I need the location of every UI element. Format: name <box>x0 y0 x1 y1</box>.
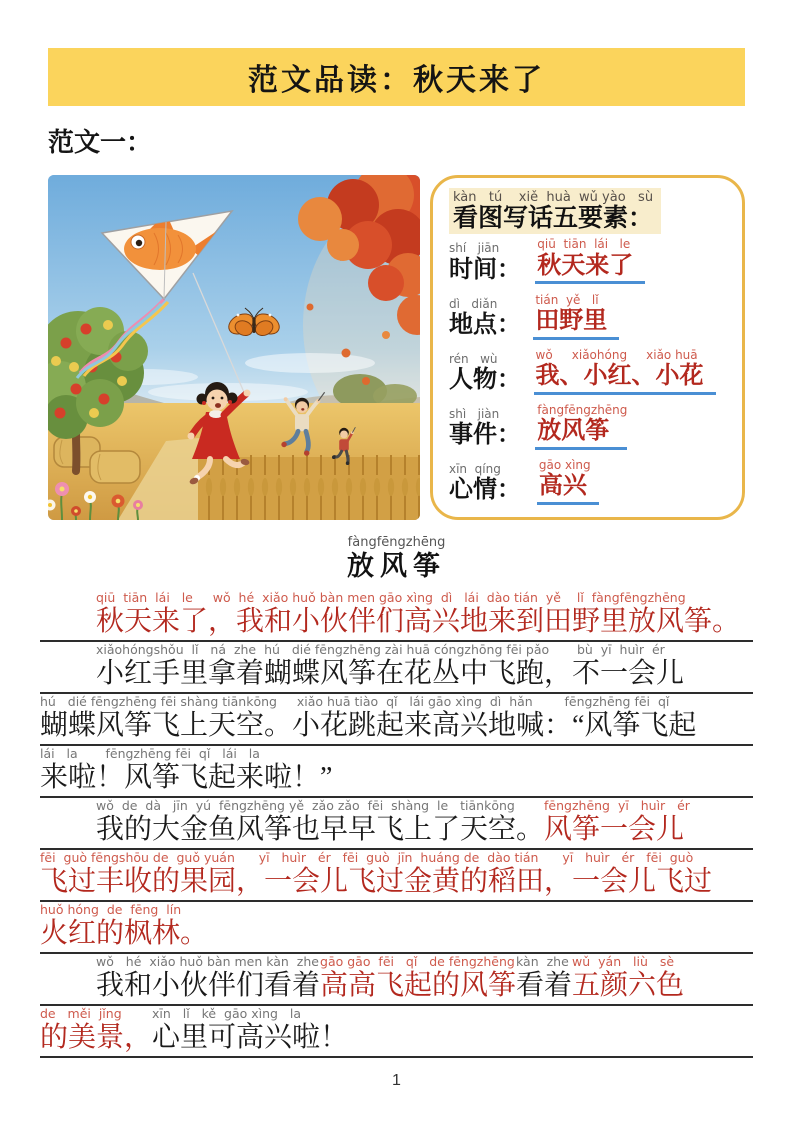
five-elements-box <box>430 175 745 520</box>
essay-title: 放风筝 <box>347 551 446 582</box>
segment-text: 秋天来了，我和小伙伴们高兴地来到田野里放风筝。 <box>96 606 741 638</box>
info-answer-text: 放风筝 <box>535 417 627 450</box>
info-label <box>449 298 521 340</box>
segment-text: 五颜六色 <box>572 970 685 1002</box>
essay-line-4 <box>40 746 753 798</box>
info-answer-pinyin: wǒ xiǎohóng xiǎo huā <box>535 347 698 362</box>
segment-pinyin: wǒ hé xiǎo huǒ bàn men kàn zhe <box>96 954 319 970</box>
info-answer <box>534 349 716 395</box>
info-label-text: 事件： <box>449 422 521 449</box>
segment-text: 火红的枫林。 <box>40 918 209 950</box>
info-label-pinyin: shí jiān <box>449 241 500 256</box>
autumn-kite-illustration <box>48 175 420 520</box>
segment-pinyin: xīn lǐ kě gāo xìng la <box>152 1006 302 1022</box>
segment-text: 我的大金鱼风筝也早早飞上了天空。 <box>96 814 545 846</box>
essay-segment <box>40 1007 152 1055</box>
info-row-1 <box>449 294 726 340</box>
info-answer <box>537 459 599 505</box>
info-label-text: 心情： <box>449 477 521 504</box>
five-elements-header <box>449 188 661 234</box>
essay-line-5 <box>40 798 753 850</box>
info-label <box>449 242 523 284</box>
segment-text: 风筝一会儿 <box>544 814 685 846</box>
segment-pinyin: qiū tiān lái le wǒ hé xiǎo huǒ bàn men gāo xìng dì lái dào tián yě lǐ fàngfēngzhēng <box>96 590 686 606</box>
essay-segment <box>96 591 740 639</box>
info-label-pinyin: shì jiàn <box>449 406 500 421</box>
essay-segment <box>572 955 684 1003</box>
essay-title-pinyin: fàngfēngzhēng <box>347 535 446 550</box>
essay-line-1 <box>40 590 753 642</box>
segment-pinyin: xiǎohóngshǒu lǐ ná zhe hú dié fēngzhēng zài huā cóngzhōng fēi pǎo bù yī huìr ér <box>96 642 665 658</box>
segment-text: 的美景， <box>40 1022 153 1054</box>
figure-row <box>48 175 745 520</box>
info-row-2 <box>449 349 726 395</box>
info-row-0 <box>449 238 726 284</box>
segment-pinyin: de měi jǐng <box>40 1006 122 1022</box>
segment-pinyin: gāo gāo fēi qǐ de fēngzhēng <box>320 954 515 970</box>
essay-segment <box>96 799 544 847</box>
segment-text: 来啦！风筝飞起来啦！” <box>40 762 333 794</box>
essay-line-8 <box>40 954 753 1006</box>
info-answer-pinyin: tián yě lǐ <box>535 292 599 307</box>
essay-segment <box>40 747 332 795</box>
info-answer-text: 秋天来了 <box>535 252 645 285</box>
info-answer <box>535 238 645 284</box>
essay-title-block <box>48 536 745 584</box>
segment-pinyin: wǒ de dà jīn yú fēngzhēng yě zǎo zǎo fēi shàng le tiānkōng <box>96 798 515 814</box>
info-answer-text: 我、小红、小花 <box>534 362 716 395</box>
segment-text: 小红手里拿着蝴蝶风筝在花丛中飞跑，不一会儿 <box>96 658 685 690</box>
segment-pinyin: huǒ hóng de fēng lín <box>40 902 182 918</box>
info-label-pinyin: dì diǎn <box>449 296 498 311</box>
info-answer-pinyin: qiū tiān lái le <box>537 237 631 252</box>
info-label-text: 时间： <box>449 256 521 283</box>
segment-pinyin: kàn zhe <box>516 954 569 970</box>
info-answer-pinyin: fàngfēngzhēng <box>537 402 628 417</box>
essay-segment <box>320 955 516 1003</box>
info-row-4 <box>449 459 726 505</box>
segment-text: 飞过丰收的果园，一会儿飞过金黄的稻田，一会儿飞过 <box>40 866 713 898</box>
essay-segment <box>40 695 696 743</box>
essay-segment <box>152 1007 348 1055</box>
segment-pinyin: fēngzhēng yī huìr ér <box>544 798 690 814</box>
info-label <box>449 408 523 450</box>
info-label <box>449 353 522 395</box>
essay-segment <box>516 955 572 1003</box>
segment-text: 看着 <box>516 970 573 1002</box>
header-pinyin: kàn tú xiě huà wǔ yào sù <box>453 190 654 205</box>
segment-pinyin: hú dié fēngzhēng fēi shàng tiānkōng xiǎo huā tiào qǐ lái gāo xìng dì hǎn fēngzhēng fēi qǐ <box>40 694 670 710</box>
info-label-text: 地点： <box>449 311 521 338</box>
essay-line-7 <box>40 902 753 954</box>
essay-segment <box>40 851 712 899</box>
info-label-pinyin: xīn qíng <box>449 462 501 477</box>
info-answer-text: 高兴 <box>537 472 599 505</box>
segment-text: 蝴蝶风筝飞上天空。小花跳起来高兴地喊：“风筝飞起 <box>40 710 697 742</box>
page-title: 范文品读：秋天来了 <box>248 64 545 97</box>
segment-pinyin: lái la fēngzhēng fēi qǐ lái la <box>40 746 260 762</box>
segment-text: 我和小伙伴们看着 <box>96 970 321 1002</box>
essay-line-3 <box>40 694 753 746</box>
info-answer <box>533 294 619 340</box>
info-label <box>449 463 525 505</box>
info-label-text: 人物： <box>449 366 521 393</box>
essay-line-9 <box>40 1006 753 1058</box>
info-answer <box>535 404 627 450</box>
segment-text: 心里可高兴啦！ <box>152 1022 349 1054</box>
essay-segment <box>544 799 690 847</box>
essay-segment <box>40 903 208 951</box>
segment-pinyin: fēi guò fēngshōu de guǒ yuán yī huìr ér fēi guò jīn huáng de dào tián yī huìr ér fēi guò <box>40 850 694 866</box>
info-rows <box>449 238 726 505</box>
info-answer-text: 田野里 <box>533 307 619 340</box>
segment-text: 高高飞起的风筝 <box>320 970 517 1002</box>
header-text: 看图写话五要素： <box>453 204 654 232</box>
scene-svg <box>48 175 420 520</box>
info-row-3 <box>449 404 726 450</box>
essay-segment <box>96 643 684 691</box>
info-answer-pinyin: gāo xìng <box>538 458 591 473</box>
segment-pinyin: wǔ yán liù sè <box>572 954 675 970</box>
essay-lines <box>40 590 753 1058</box>
info-label-pinyin: rén wù <box>449 351 498 366</box>
section-label: 范文一： <box>48 128 153 157</box>
essay-line-6 <box>40 850 753 902</box>
essay-segment <box>96 955 320 1003</box>
page-number: 1 <box>392 1072 401 1090</box>
title-banner <box>48 48 745 106</box>
essay-line-2 <box>40 642 753 694</box>
